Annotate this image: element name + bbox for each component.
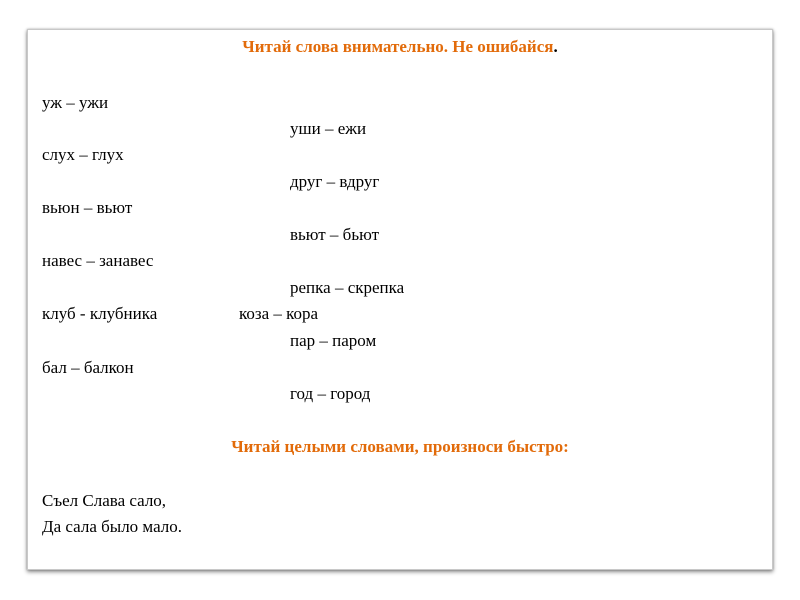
word-pair-right-3: вьют – бьют: [290, 225, 379, 244]
word-pair-middle: коза – кора: [239, 304, 319, 323]
word-pair-left-1: уж – ужи: [42, 93, 109, 112]
heading-read-carefully: [28, 37, 772, 57]
heading-period: .: [553, 37, 558, 56]
word-pair-left-5: клуб - клубника: [42, 304, 158, 323]
heading-read-fast: Читай целыми словами, произноси быстро:: [231, 437, 569, 456]
word-pair-right-1: уши – ежи: [290, 119, 367, 138]
word-pair-right-6: год – город: [290, 384, 371, 403]
word-pair-left-2: слух – глух: [42, 145, 124, 164]
slide-card: [27, 29, 773, 570]
rhyme-line-2: Да сала было мало.: [42, 517, 182, 536]
word-pair-left-3: вьюн – вьют: [42, 198, 133, 217]
heading-read-carefully-text: Читай слова внимательно. Не ошибайся: [242, 37, 554, 56]
word-pair-left-4: навес – занавес: [42, 251, 154, 270]
word-pair-left-6: бал – балкон: [42, 358, 134, 377]
rhyme-line-1: Съел Слава сало,: [42, 491, 167, 510]
word-pair-right-2: друг – вдруг: [290, 172, 380, 191]
word-pair-right-4: репка – скрепка: [290, 278, 405, 297]
word-pair-right-5: пар – паром: [290, 331, 377, 350]
